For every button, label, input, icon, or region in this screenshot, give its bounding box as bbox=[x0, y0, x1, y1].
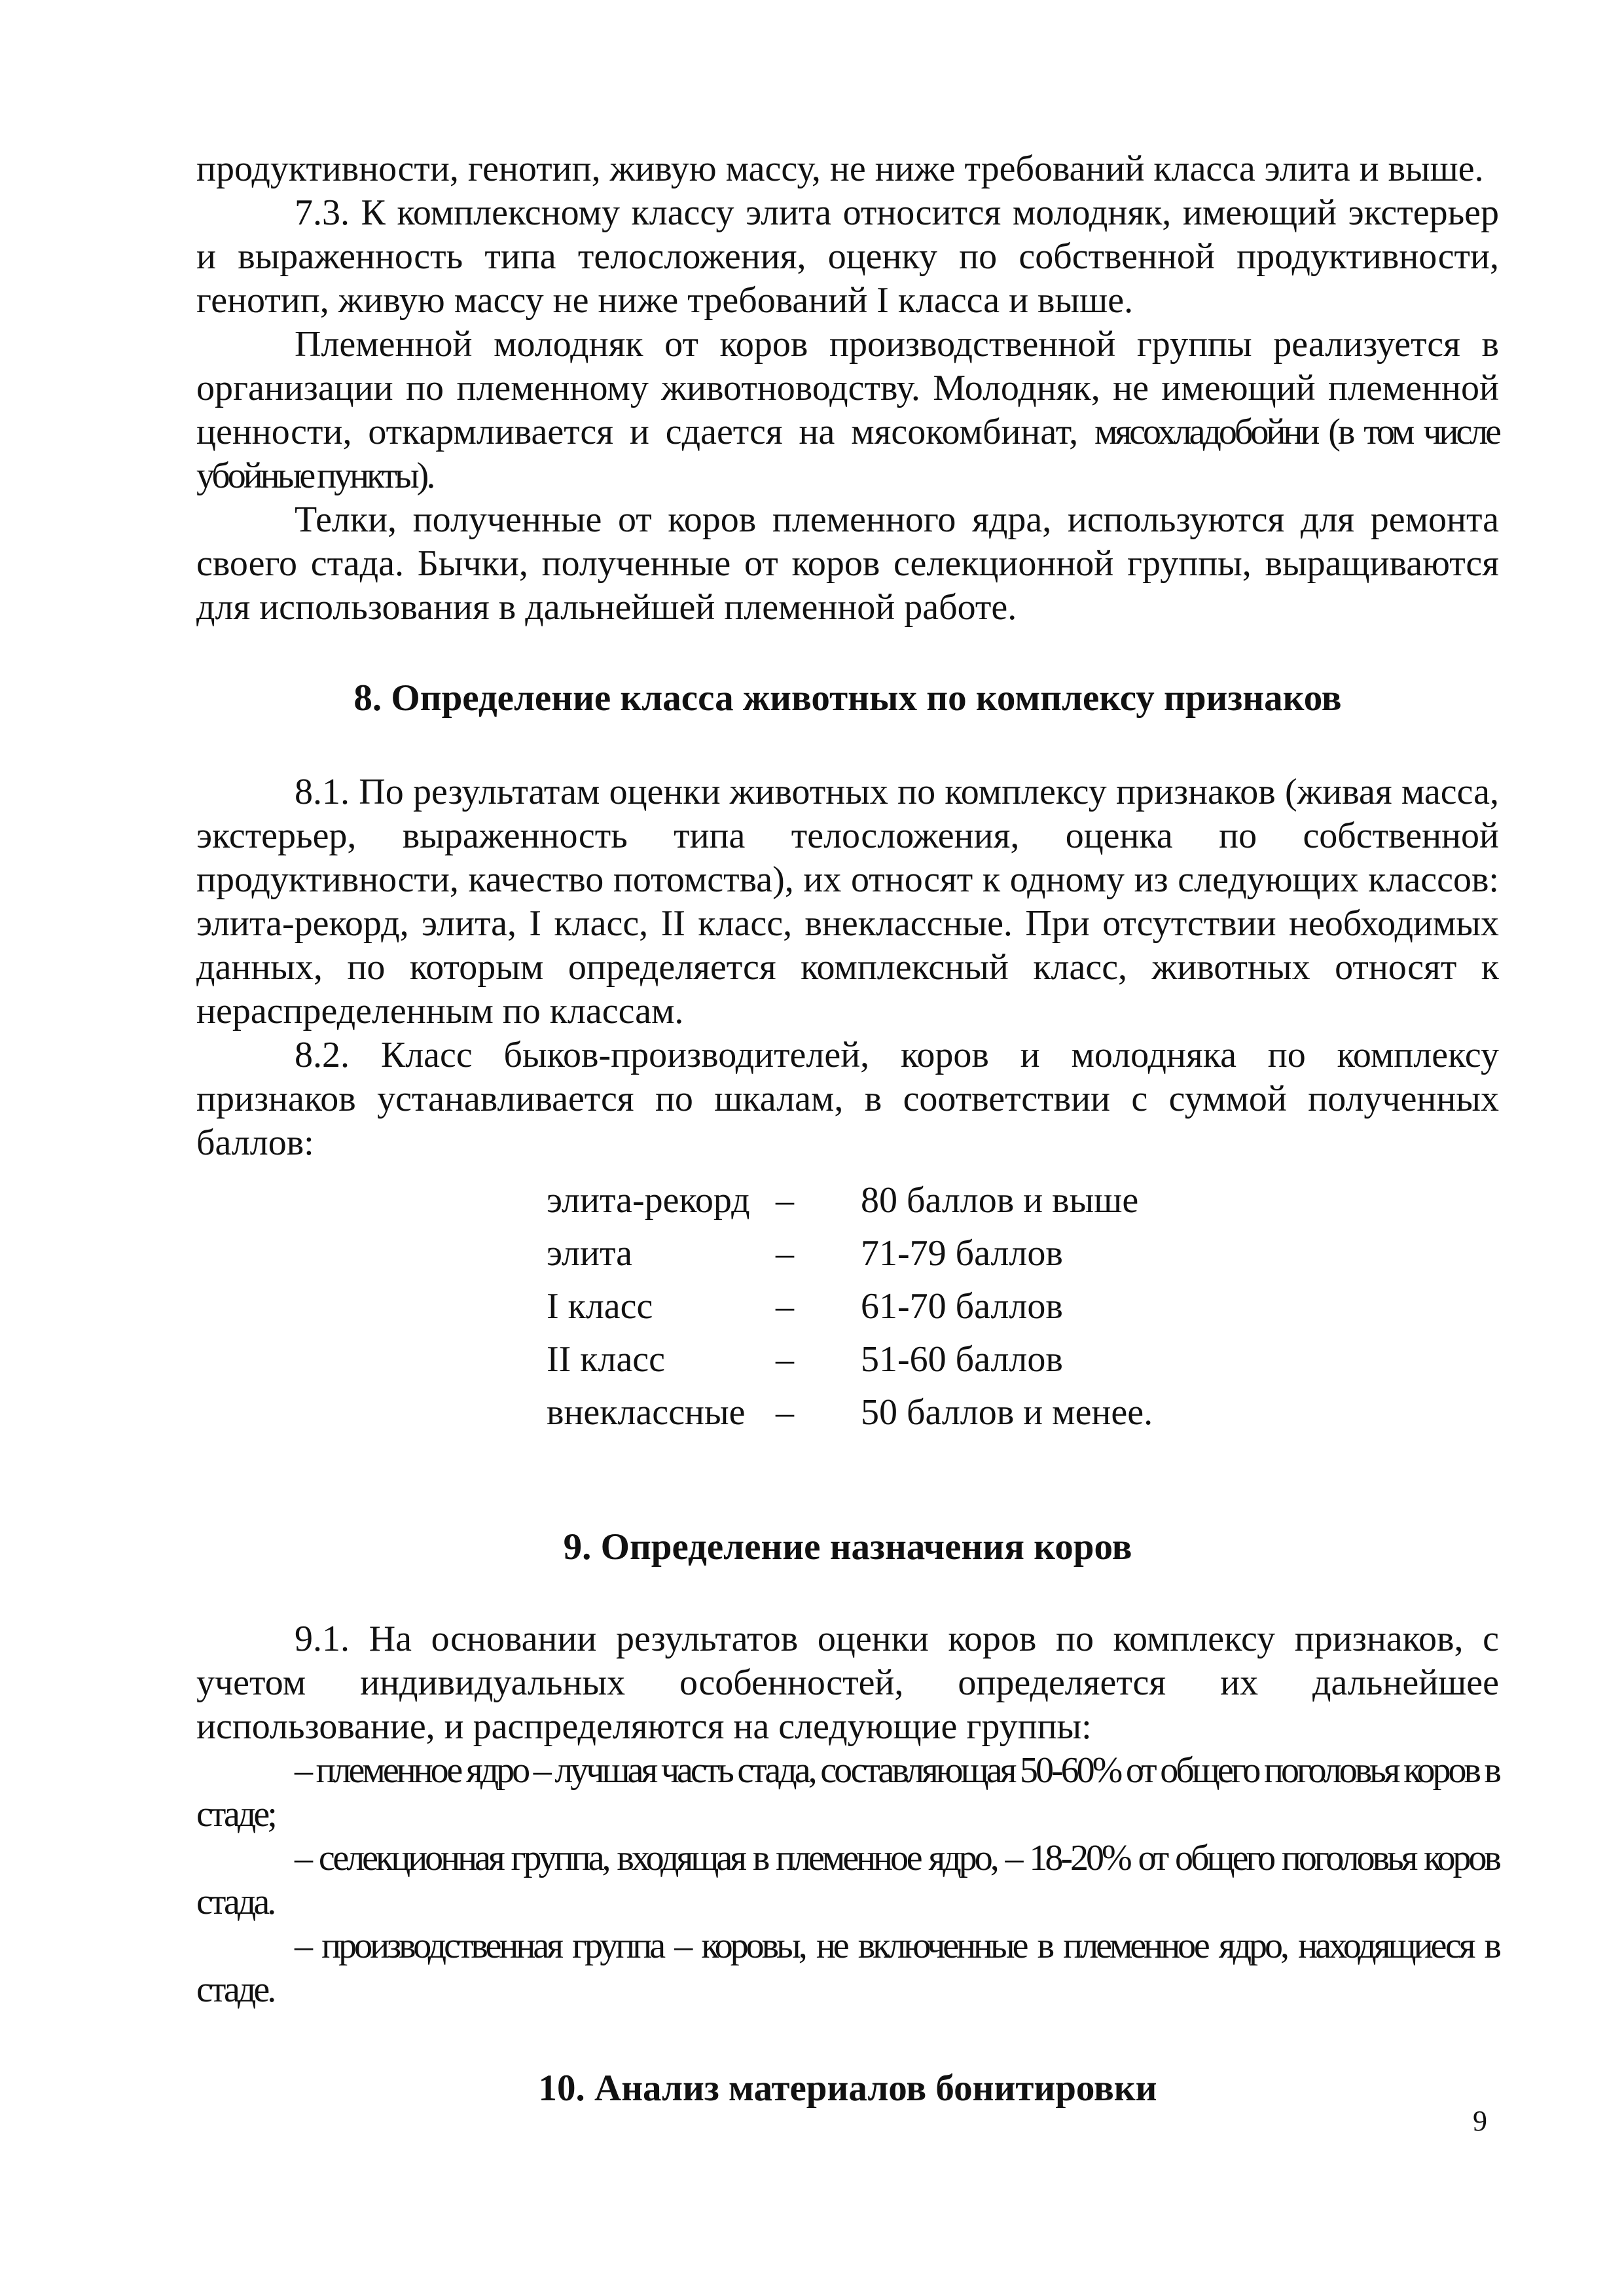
scale-class: внеклассные bbox=[547, 1392, 746, 1433]
paragraph-8-1: 8.1. По результатам оценки животных по комплексу признаков (живая масса, экстерьер, выраженность типа телосложения, оценка по собственной продуктивности, качество потомства), их относят к одному из следующих классов: элита-рекорд, элита, I класс, II класс, внеклассные. При отсутствии необходимых данных, по которым определяется комплексный класс, животных относят к нераспределенным по классам. bbox=[196, 772, 1499, 1031]
paragraph-8-2: 8.2. Класс быков-производителей, коров и молодняка по комплексу признаков устанавливается по шкалам, в соответствии с суммой полученных баллов: bbox=[196, 1035, 1499, 1163]
scale-score: 80 баллов и выше bbox=[861, 1180, 1139, 1221]
scale-class: I класс bbox=[547, 1286, 653, 1327]
scale-class: II класс bbox=[547, 1339, 666, 1380]
paragraph-9-1: 9.1. На основании результатов оценки коров по комплексу признаков, с учетом индивидуальных особенностей, определяется их дальнейшее использование, и распределяются на следующие группы: bbox=[196, 1619, 1499, 1747]
scale-row bbox=[547, 1333, 1267, 1386]
list-item-selection-group: – селекционная группа, входящая в племенное ядро, – 18-20% от общего поголовья коров стада. bbox=[196, 1838, 1499, 1922]
scale-dash: – bbox=[776, 1180, 794, 1221]
section-10-heading: 10. Анализ материалов бонитировки bbox=[538, 2068, 1157, 2109]
page-number: 9 bbox=[1473, 2105, 1487, 2137]
scale-score: 51-60 баллов bbox=[861, 1339, 1063, 1380]
scale-row bbox=[547, 1280, 1267, 1333]
scale-dash: – bbox=[776, 1286, 794, 1327]
scale-class: элита-рекорд bbox=[547, 1180, 750, 1221]
section-9-heading: 9. Определение назначения коров bbox=[563, 1526, 1132, 1568]
paragraph-7-3: 7.3. К комплексному классу элита относится молодняк, имеющий экстерьер и выраженность типа телосложения, оценку по собственной продуктивности, генотип, живую массу не ниже требований I класса и выше. bbox=[196, 192, 1499, 321]
list-item-production-group: – производственная группа – коровы, не включенные в племенное ядро, находящиеся в стаде. bbox=[196, 1926, 1499, 2010]
scale-score: 71-79 баллов bbox=[861, 1233, 1063, 1274]
paragraph-heifers: Телки, полученные от коров племенного ядра, используются для ремонта своего стада. Бычки, полученные от коров селекционной группы, выращиваются для использования в дальнейшей племенной работе. bbox=[196, 499, 1499, 628]
section-8-heading: 8. Определение класса животных по комплексу признаков bbox=[353, 677, 1342, 719]
scale-row bbox=[547, 1386, 1267, 1439]
class-score-scale bbox=[547, 1174, 1267, 1439]
list-item-breeding-core: – племенное ядро – лучшая часть стада, составляющая 50-60% от общего поголовья коров в стаде; bbox=[196, 1750, 1499, 1835]
scale-dash: – bbox=[776, 1339, 794, 1380]
scale-score: 61-70 баллов bbox=[861, 1286, 1063, 1327]
paragraph-breeding-youngstock bbox=[196, 323, 1499, 498]
scale-dash: – bbox=[776, 1233, 794, 1274]
scale-row bbox=[547, 1227, 1267, 1280]
scale-row bbox=[547, 1174, 1267, 1227]
scale-class: элита bbox=[547, 1233, 632, 1274]
scale-dash: – bbox=[776, 1392, 794, 1433]
paragraph-continuation: продуктивности, генотип, живую массу, не ниже требований класса элита и выше. bbox=[196, 149, 1484, 189]
document-page bbox=[196, 147, 1499, 2111]
scale-score: 50 баллов и менее. bbox=[861, 1392, 1153, 1433]
paragraph-breeding-youngstock-tail: мясохладобойни (в том числе убойные пункты). bbox=[196, 412, 1500, 496]
paragraph-breeding-youngstock-main: Племенной молодняк от коров производственной группы реализуется в организации по племенному животноводству. Молодняк, не имеющий племенной ценности, откармливается и сдается на мясокомбинат, bbox=[196, 324, 1499, 452]
